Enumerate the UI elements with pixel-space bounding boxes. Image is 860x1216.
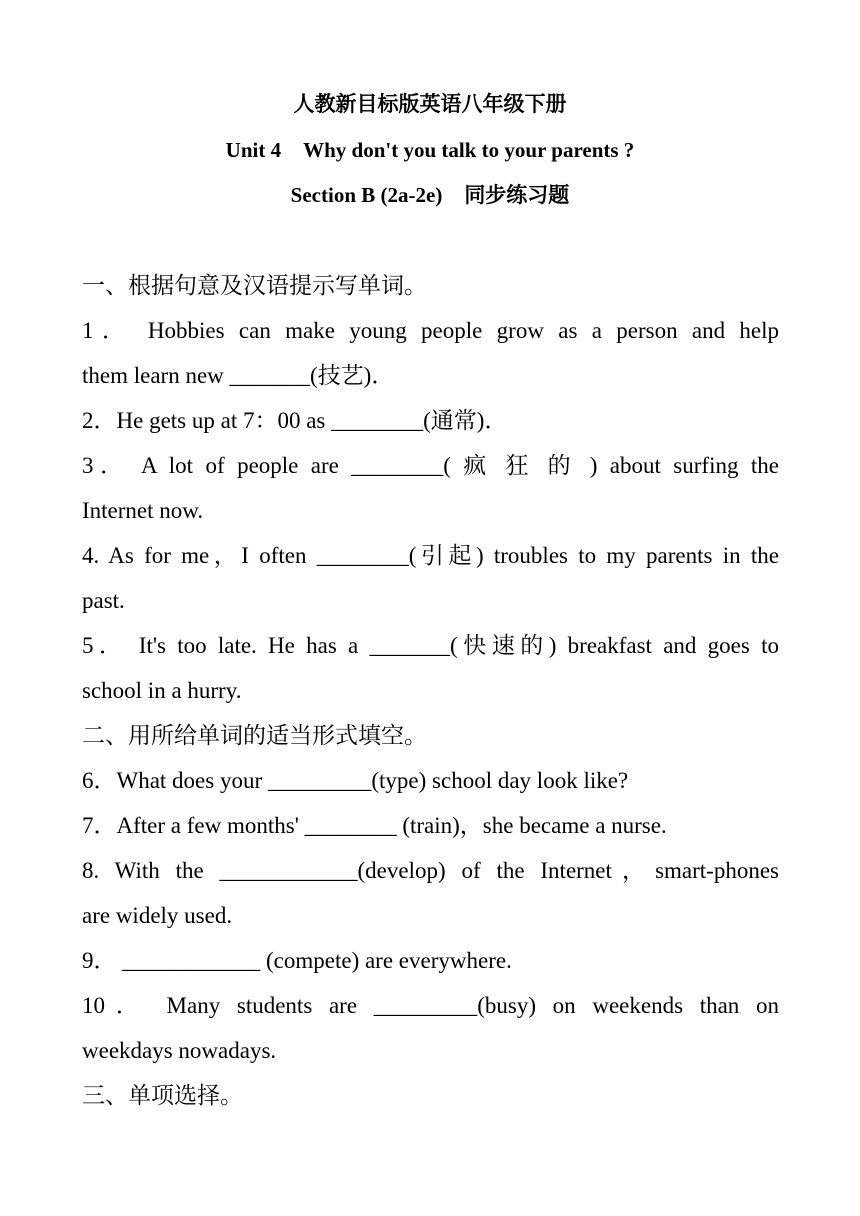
part3-heading: 三、单项选择。 <box>82 1083 243 1108</box>
question-5-line-2: school in a hurry. <box>82 678 242 703</box>
question-8-line-2: are widely used. <box>82 903 233 928</box>
question-1-line-2: them learn new _______(技艺)． <box>82 363 395 388</box>
question-6: 6．What does your _________(type) school day look like? <box>82 768 629 793</box>
question-7: 7．After a few months' ________ (train)，she became a nurse. <box>82 813 667 838</box>
question-3-line-2: Internet now. <box>82 498 204 523</box>
question-4-line-1: 4. As for me，I often ________(引起) troubles to my parents in the <box>82 543 779 568</box>
part2-heading: 二、用所给单词的适当形式填空。 <box>82 723 427 748</box>
section-title: 同步练习题 <box>464 183 570 207</box>
part1-heading: 一、根据句意及汉语提示写单词。 <box>82 273 427 298</box>
unit-title: Why don't you talk to your parents ? <box>303 138 635 162</box>
unit-heading <box>0 134 860 166</box>
unit-prefix: Unit 4 <box>225 138 282 162</box>
question-10-line-2: weekdays nowadays. <box>82 1038 277 1063</box>
question-2: 2．He gets up at 7：00 as ________(通常)． <box>82 408 508 433</box>
exercise-content <box>82 263 779 1118</box>
question-4-line-2: past. <box>82 588 125 613</box>
question-9: 9． ____________ (compete) are everywhere. <box>82 948 512 973</box>
section-heading <box>0 179 860 211</box>
question-1-line-1: 1． Hobbies can make young people grow as a person and help <box>82 318 779 343</box>
section-prefix: Section B (2a-2e) <box>290 183 443 207</box>
question-3-line-1: 3． A lot of people are ________( 疯 狂 的 ) about surfing the <box>82 453 779 478</box>
question-8-line-1: 8. With the ____________(develop) of the Internet，smart-phones <box>82 858 779 883</box>
document-title: 人教新目标版英语八年级下册 <box>293 92 567 116</box>
question-10-line-1: 10． Many students are _________(busy) on weekends than on <box>82 993 779 1018</box>
question-5-line-1: 5． It's too late. He has a _______(快速的) breakfast and goes to <box>82 633 779 658</box>
